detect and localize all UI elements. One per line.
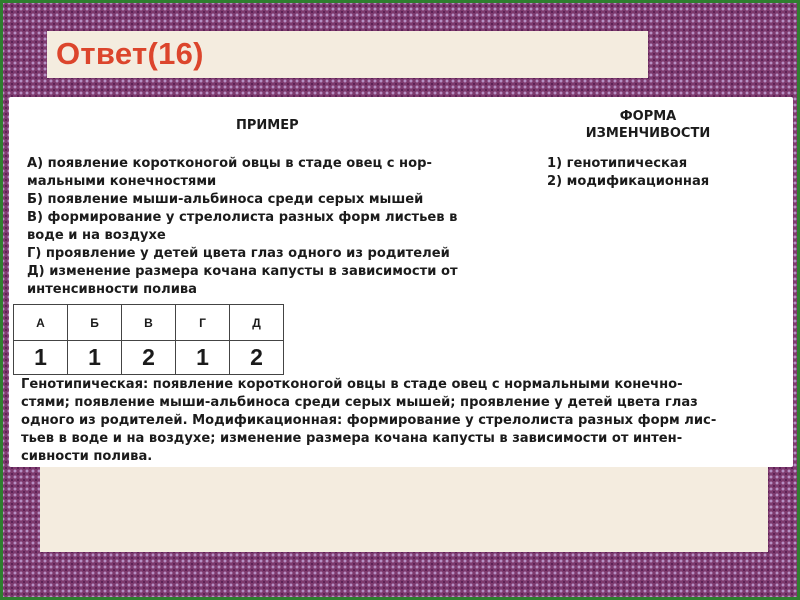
answer-header-cell: Г bbox=[176, 305, 230, 341]
example-line: В) формирование у стрелолиста разных форм листьев в bbox=[27, 210, 458, 225]
explanation-line: стями; появление мыши-альбиноса среди серых мышей; проявление у детей цвета глаз bbox=[21, 395, 698, 410]
answer-header-row bbox=[14, 305, 284, 341]
example-item-b bbox=[27, 191, 458, 209]
example-line: интенсивности полива bbox=[27, 282, 198, 297]
example-line: Б) появление мыши-альбиноса среди серых мышей bbox=[27, 192, 424, 207]
example-line: Г) проявление у детей цвета глаз одного из родителей bbox=[27, 246, 450, 261]
example-item-a bbox=[27, 155, 458, 191]
example-item-d bbox=[27, 263, 458, 299]
explanation-line: сивности полива. bbox=[21, 449, 153, 464]
lower-panel bbox=[40, 463, 768, 552]
example-line: А) появление коротконогой овцы в стаде овец с нор- bbox=[27, 156, 432, 171]
example-list bbox=[27, 155, 458, 299]
form-header-line: ИЗМЕНЧИВОСТИ bbox=[585, 126, 711, 141]
form-header-line: ФОРМА bbox=[619, 109, 677, 124]
explanation-line: тьев в воде и на воздухе; изменение размера кочана капусты в зависимости от интен- bbox=[21, 431, 683, 446]
example-line: Д) изменение размера кочана капусты в зависимости от bbox=[27, 264, 458, 279]
form-column-header bbox=[569, 108, 727, 142]
explanation-text bbox=[21, 376, 787, 466]
explanation-line: одного из родителей. Модификационная: формирование у стрелолиста разных форм лис- bbox=[21, 413, 717, 428]
example-item-v bbox=[27, 209, 458, 245]
example-column-header: ПРИМЕР bbox=[236, 118, 299, 133]
answer-header-cell: А bbox=[14, 305, 68, 341]
answer-header-cell: Д bbox=[230, 305, 284, 341]
answer-value-cell: 2 bbox=[230, 341, 284, 375]
example-item-g bbox=[27, 245, 458, 263]
answer-value-cell: 2 bbox=[122, 341, 176, 375]
form-list bbox=[547, 155, 709, 191]
title-banner bbox=[47, 31, 648, 78]
form-item: 2) модификационная bbox=[547, 174, 710, 189]
content-card bbox=[9, 97, 793, 467]
explanation-line: Генотипическая: появление коротконогой овцы в стаде овец с нормальными конечно- bbox=[21, 377, 683, 392]
answer-header-cell: Б bbox=[68, 305, 122, 341]
answer-value-cell: 1 bbox=[14, 341, 68, 375]
example-line: мальными конечностями bbox=[27, 174, 217, 189]
example-line: воде и на воздухе bbox=[27, 228, 166, 243]
answer-table bbox=[13, 304, 284, 375]
answer-value-cell: 1 bbox=[176, 341, 230, 375]
answer-value-cell: 1 bbox=[68, 341, 122, 375]
form-item: 1) генотипическая bbox=[547, 156, 688, 171]
slide-title: Ответ(16) bbox=[56, 36, 204, 71]
answer-value-row bbox=[14, 341, 284, 375]
answer-header-cell: В bbox=[122, 305, 176, 341]
